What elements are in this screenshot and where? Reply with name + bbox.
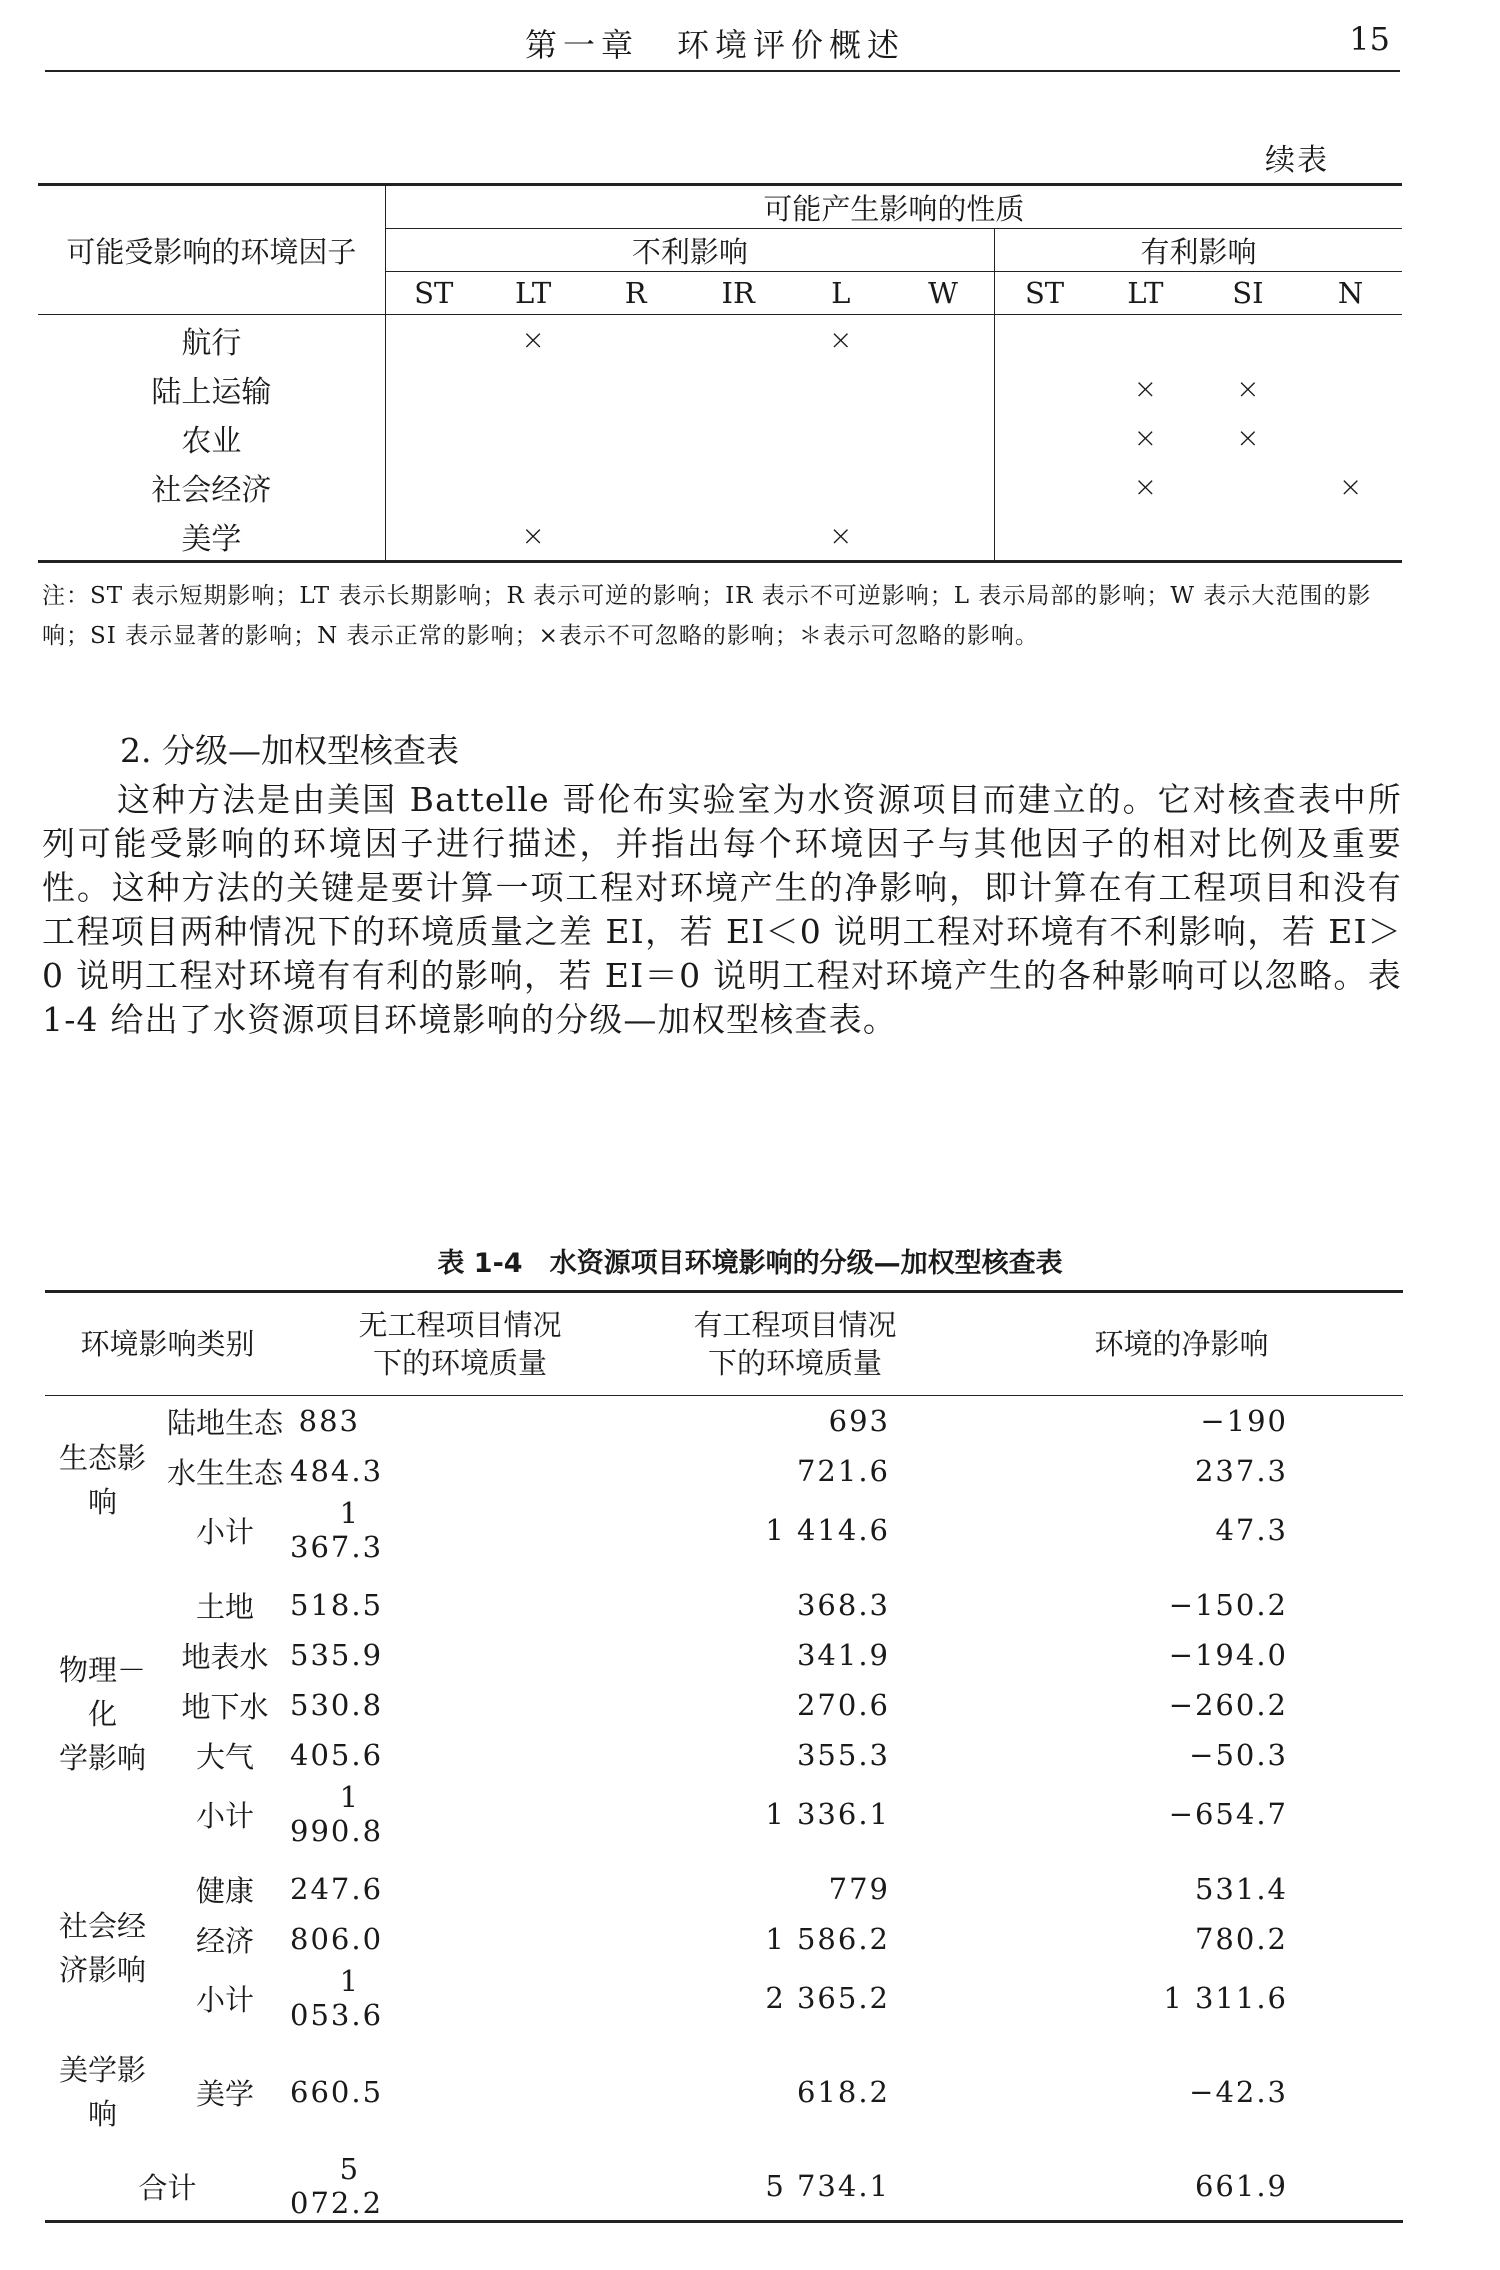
without-value: 530.8 [290, 1688, 384, 1722]
factor-cell: 陆上运输 [151, 374, 272, 410]
table-note: 注：ST 表示短期影响；LT 表示长期影响；R 表示可逆的影响；IR 表示不可逆影响；L 表示局部的影响；W 表示大范围的影响；SI 表示显著的影响；N 表示正常的影响；×表示不可忽略的影响；＊表示可忽略的影响。 [42, 583, 1372, 649]
with-project-header: 有工程项目情况 下的环境质量 [630, 1292, 960, 1396]
code-header: L [789, 272, 892, 315]
item-cell: 大气 [196, 1739, 255, 1774]
with-value: 1 336.1 [765, 1797, 891, 1831]
code-header: ST [385, 272, 482, 315]
empty-cell [789, 364, 892, 413]
continued-label: 续表 [1265, 143, 1329, 178]
empty-cell [385, 364, 482, 413]
empty-cell [892, 462, 995, 511]
empty-cell [687, 511, 790, 562]
table-row [45, 1680, 1403, 1730]
with-value: 2 365.2 [765, 1981, 891, 2015]
net-value: 780.2 [1194, 1922, 1289, 1956]
net-impact-header: 环境的净影响 [960, 1292, 1403, 1396]
net-value: 237.3 [1194, 1454, 1289, 1488]
category-cell: 生态影响 [58, 1441, 146, 1519]
empty-cell [482, 364, 585, 413]
cross-mark: × [1236, 372, 1260, 405]
total-row [45, 2152, 1403, 2222]
item-cell: 土地 [196, 1589, 255, 1624]
empty-cell [687, 364, 790, 413]
empty-cell [687, 413, 790, 462]
empty-cell [385, 315, 482, 365]
item-cell: 小计 [196, 1798, 255, 1833]
code-header: W [892, 272, 995, 315]
item-cell: 陆地生态 [167, 1405, 284, 1440]
table-row [38, 315, 1402, 365]
item-cell: 小计 [196, 1514, 255, 1549]
without-value: 405.6 [290, 1738, 384, 1772]
category-line: 济影响 [58, 1953, 146, 1987]
total-with: 5 734.1 [630, 2152, 960, 2222]
mark-cell [482, 315, 585, 365]
with-value: 341.9 [796, 1638, 891, 1672]
impact-nature-table [38, 183, 1402, 563]
empty-cell [995, 413, 1095, 462]
category-cell [45, 1864, 160, 2032]
code-header: IR [687, 272, 790, 315]
empty-cell [1094, 511, 1197, 562]
code-header: LT [482, 272, 585, 315]
code-header: LT [1094, 272, 1197, 315]
empty-cell [892, 364, 995, 413]
weighted-checklist-table [45, 1290, 1403, 2223]
spacer-row [45, 1564, 1403, 1580]
empty-cell [385, 413, 482, 462]
cross-mark: × [521, 519, 545, 552]
without-value: 883 [298, 1404, 361, 1438]
net-value: 531.4 [1194, 1872, 1289, 1906]
empty-cell [1299, 413, 1402, 462]
spacer-row [45, 2136, 1403, 2152]
table-row [45, 1446, 1403, 1496]
net-value: −260.2 [1168, 1688, 1289, 1722]
empty-cell [687, 315, 790, 365]
chapter-title: 第一章 环境评价概述 [525, 26, 906, 64]
net-value: −42.3 [1189, 2075, 1289, 2109]
empty-cell [584, 315, 687, 365]
empty-cell [385, 462, 482, 511]
cross-mark: × [1338, 470, 1363, 503]
with-value: 355.3 [796, 1738, 891, 1772]
empty-cell [687, 462, 790, 511]
total-net: 661.9 [960, 2152, 1403, 2222]
code-header: N [1299, 272, 1402, 315]
item-cell: 健康 [196, 1873, 255, 1908]
factor-header: 可能受影响的环境因子 [38, 185, 385, 315]
empty-cell [1197, 462, 1300, 511]
section-heading: 2. 分级—加权型核查表 [120, 731, 459, 770]
table-row [38, 511, 1402, 562]
mark-cell [1299, 462, 1402, 511]
net-value: 47.3 [1215, 1513, 1289, 1547]
without-value: 535.9 [290, 1638, 384, 1672]
empty-cell [482, 462, 585, 511]
beneficial-header: 有利影响 [995, 229, 1403, 272]
empty-cell [584, 462, 687, 511]
cross-mark: × [828, 519, 853, 552]
table-row [45, 1914, 1403, 1964]
factor-cell: 航行 [181, 325, 242, 361]
mark-cell [1197, 413, 1300, 462]
table-row [45, 1580, 1403, 1630]
paragraph: 这种方法是由美国 Battelle 哥伦布实验室为水资源项目而建立的。它对核查表中所列可能受影响的环境因子进行描述，并指出每个环境因子与其他因子的相对比例及重要性。这种方法的关键是要计算一项工程对环境产生的净影响，即计算在有工程项目和没有工程项目两种情况下的环境质量之差 EI，若 EI＜0 说明工程对环境有不利影响，若 EI＞0 说明工程对环境有有利的影响，若 EI＝0 说明工程对环境产生的各种影响可以忽略。表 1-4 给出了水资源项目环境影响的分级—加权型核查表。 [42, 780, 1402, 1039]
with-value: 693 [828, 1404, 891, 1438]
page-number: 15 [1349, 20, 1390, 58]
mark-cell [1094, 462, 1197, 511]
with-value: 270.6 [796, 1688, 891, 1722]
without-value: 247.6 [290, 1872, 384, 1906]
table-row [45, 1780, 1403, 1848]
net-value: −190 [1200, 1404, 1289, 1438]
cross-mark: × [1236, 421, 1260, 454]
empty-cell [995, 315, 1095, 365]
without-value: 1 053.6 [290, 1964, 384, 2032]
empty-cell [584, 413, 687, 462]
total-without: 5 072.2 [290, 2152, 630, 2222]
code-header: ST [995, 272, 1095, 315]
item-cell: 水生生态 [167, 1455, 284, 1490]
table-row [45, 1396, 1403, 1447]
table-row [45, 1864, 1403, 1914]
empty-cell [385, 511, 482, 562]
empty-cell [1299, 315, 1402, 365]
category-line: 学影响 [58, 1741, 146, 1775]
empty-cell [892, 511, 995, 562]
table-row [38, 462, 1402, 511]
body-text [42, 778, 1402, 1042]
adverse-header: 不利影响 [385, 229, 994, 272]
empty-cell [584, 364, 687, 413]
empty-cell [584, 511, 687, 562]
category-line: 社会经 [58, 1909, 146, 1943]
table-row [45, 1630, 1403, 1680]
net-value: 1 311.6 [1163, 1981, 1289, 2015]
table-row [45, 2048, 1403, 2136]
mark-cell [1094, 413, 1197, 462]
without-value: 660.5 [290, 2075, 384, 2109]
factor-cell: 社会经济 [151, 472, 272, 508]
net-value: −150.2 [1168, 1588, 1289, 1622]
without-value: 484.3 [290, 1454, 384, 1488]
mark-cell [1197, 364, 1300, 413]
category-line: 物理－化 [58, 1653, 146, 1731]
spacer-row [45, 1848, 1403, 1864]
with-value: 721.6 [796, 1454, 891, 1488]
empty-cell [1197, 315, 1300, 365]
mark-cell [482, 511, 585, 562]
without-value: 1 990.8 [290, 1780, 384, 1848]
empty-cell [482, 413, 585, 462]
item-cell: 地下水 [181, 1689, 269, 1724]
category-header: 环境影响类别 [45, 1292, 290, 1396]
empty-cell [789, 413, 892, 462]
net-value: −654.7 [1168, 1797, 1289, 1831]
table-caption: 表 1-4 水资源项目环境影响的分级—加权型核查表 [437, 1248, 1063, 1279]
item-cell: 美学 [196, 2076, 255, 2111]
empty-cell [1299, 511, 1402, 562]
empty-cell [892, 413, 995, 462]
total-label: 合计 [45, 2152, 290, 2222]
empty-cell [1197, 511, 1300, 562]
running-header [45, 14, 1400, 72]
without-value: 1 367.3 [290, 1496, 384, 1564]
factor-cell: 美学 [38, 511, 385, 562]
cross-mark: × [1133, 372, 1158, 405]
impact-nature-body [38, 315, 1402, 562]
nature-header: 可能产生影响的性质 [385, 185, 1402, 229]
mark-cell [1094, 364, 1197, 413]
cross-mark: × [828, 323, 853, 356]
cross-mark: × [1133, 470, 1158, 503]
code-header: SI [1197, 272, 1300, 315]
category-cell: 美学影响 [58, 2053, 146, 2131]
net-value: −194.0 [1168, 1638, 1289, 1672]
with-value: 618.2 [796, 2075, 891, 2109]
empty-cell [789, 462, 892, 511]
with-value: 1 414.6 [765, 1513, 891, 1547]
table-row [45, 1964, 1403, 2032]
cross-mark: × [1133, 421, 1158, 454]
empty-cell [1094, 315, 1197, 365]
spacer-row [45, 2032, 1403, 2048]
with-value: 1 586.2 [765, 1922, 891, 1956]
empty-cell [1299, 364, 1402, 413]
weighted-checklist-body [45, 1396, 1403, 2222]
item-cell: 地表水 [181, 1639, 269, 1674]
empty-cell [995, 511, 1095, 562]
table-row [45, 1496, 1403, 1564]
table-row [38, 364, 1402, 413]
empty-cell [892, 315, 995, 365]
category-cell [45, 1580, 160, 1848]
empty-cell [995, 462, 1095, 511]
table-row [45, 1730, 1403, 1780]
table-row [38, 413, 1402, 462]
with-value: 779 [828, 1872, 891, 1906]
without-value: 518.5 [290, 1588, 384, 1622]
factor-cell: 农业 [181, 423, 242, 459]
item-cell: 经济 [196, 1923, 255, 1958]
without-value: 806.0 [290, 1922, 384, 1956]
mark-cell [789, 315, 892, 365]
net-value: −50.3 [1189, 1738, 1289, 1772]
without-project-header: 无工程项目情况 下的环境质量 [290, 1292, 630, 1396]
empty-cell [995, 364, 1095, 413]
item-cell: 小计 [196, 1982, 255, 2017]
cross-mark: × [521, 323, 545, 356]
code-header: R [584, 272, 687, 315]
mark-cell [789, 511, 892, 562]
with-value: 368.3 [796, 1588, 891, 1622]
